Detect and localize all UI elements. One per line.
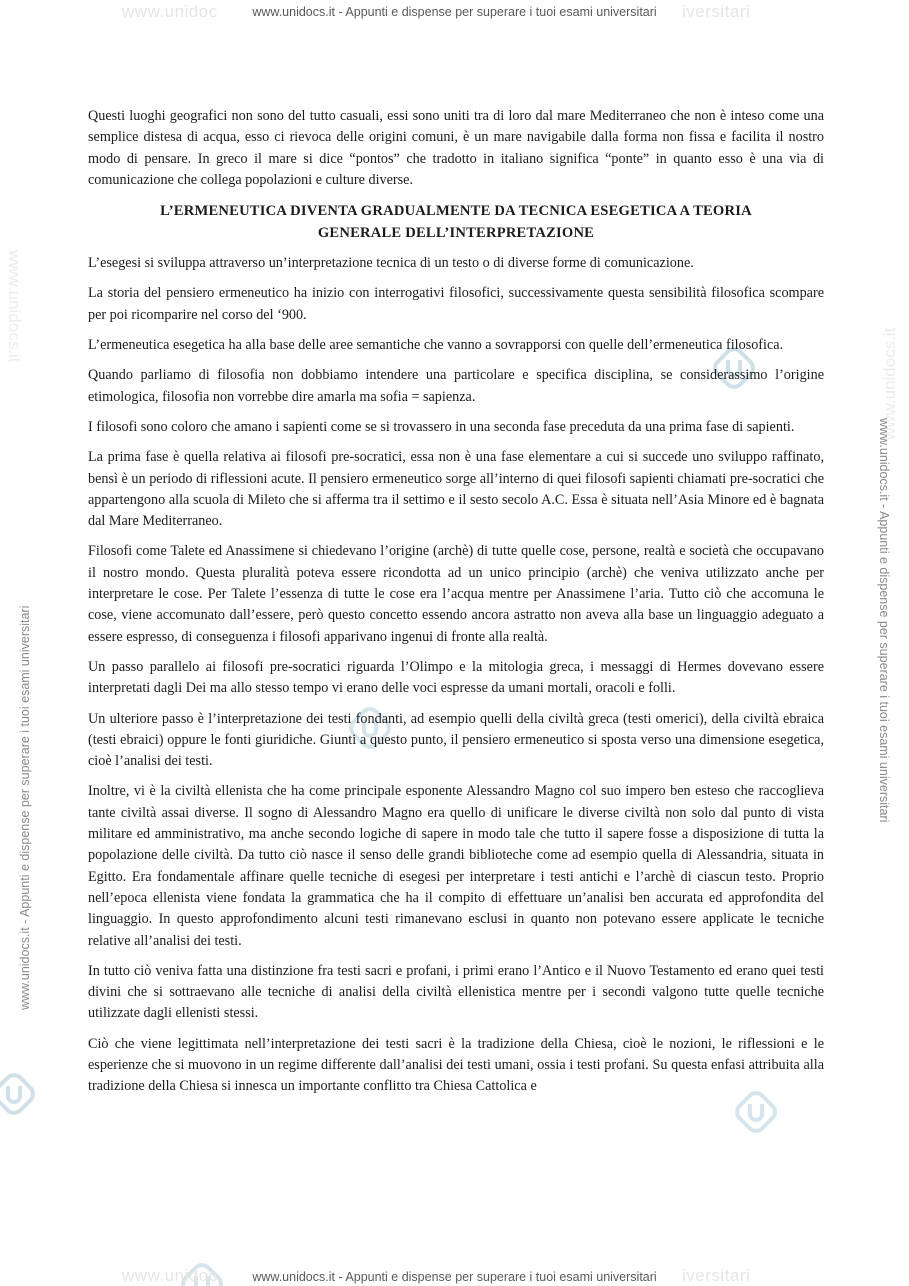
paragraph: La prima fase è quella relativa ai filosofi pre-socratici, essa non è una fase elementare a cui si succede uno sviluppo raffinato, bensì è un periodo di riflessioni acute. Il pensiero ermeneutico sorge all’interno di quei filosofi sapienti chiamati pre-socratici che appartengono alla scuola di Mileto che si afferma tra il settimo e il sesto secolo A.C. Essa è situata nell’Asia Minore ed è bagnata dal Mare Mediterraneo. <box>88 449 824 530</box>
section-heading-line-1: L’ERMENEUTICA DIVENTA GRADUALMENTE DA TECNICA ESEGETICA A TEORIA <box>160 203 752 220</box>
paragraph: L’esegesi si sviluppa attraverso un’interpretazione tecnica di un testo o di diverse forme di comunicazione. <box>88 255 694 272</box>
document-body <box>88 106 824 1107</box>
paragraph: Quando parliamo di filosofia non dobbiamo intendere una particolare e specifica disciplina, se considerassimo l’origine etimologica, filosofia non vorrebbe dire amarla ma sofia = sapienza. <box>88 367 824 405</box>
intro-paragraph: Questi luoghi geografici non sono del tutto casuali, essi sono uniti tra di loro dal mare Mediterraneo che non è inteso come una semplice distesa di acqua, esso ci rievoca delle origini comuni, è un mare navigabile dalla forma non fissa e facilita il nostro modo di pensare. In greco il mare si dice “pontos” che tradotto in italiano significa “ponte” in quanto esso è una via di comunicazione che collega popolazioni e culture diverse. <box>88 108 824 188</box>
watermark-ghost-right: iversitari <box>682 1266 751 1285</box>
paragraph: L’ermeneutica esegetica ha alla base delle aree semantiche che vanno a sovrapporsi con quelle dell’ermeneutica filosofica. <box>88 337 784 354</box>
watermark-side-ghost-right: www.unidocs.it <box>880 327 899 440</box>
paragraph: Inoltre, vi è la civiltà ellenista che ha come principale esponente Alessandro Magno col suo impero ben esteso che raccoglieva tante civiltà assai diverse. Il sogno di Alessandro Magno era quello di unificare le diverse civiltà non solo dal punto di vista militare ed amministrativo, ma anche secondo logiche di sapere in modo tale che tutto il sapere fosse a disposizione di tutta la popolazione delle civiltà. Da tutto ciò nasce il senso delle grandi biblioteche come ad esempio quella di Alessandria, situata in Egitto. Era fondamentale affinare quelle tecniche di esegesi per interpretare i testi antichi e l’archè di ciascun testo. Proprio nell’epoca ellenista viene fondata la grammatica che ha il compito di effettuare un’analisi ben accurata ed approfondita del linguaggio. In questo approfondimento alcuni testi rimanevano esclusi in quanto non potevano essere applicate le tecniche relative all’analisi dei testi. <box>88 783 824 949</box>
footer-banner[interactable]: www.unidocs.it - Appunti e dispense per superare i tuoi esami universitari <box>252 1270 657 1284</box>
watermark-ghost-left: www.unidoc <box>122 2 218 21</box>
paragraph: I filosofi sono coloro che amano i sapienti come se si trovassero in una seconda fase preceduta da una prima fase di sapienti. <box>88 418 795 435</box>
header-banner[interactable]: www.unidocs.it - Appunti e dispense per superare i tuoi esami universitari <box>252 5 657 19</box>
side-watermark-right: www.unidocs.it - Appunti e dispense per superare i tuoi esami universitari <box>877 418 891 823</box>
watermark-ghost-right: iversitari <box>682 2 751 21</box>
watermark-side-ghost-left: www.unidocs.it <box>5 250 24 363</box>
section-heading-line-2: GENERALE DELL’INTERPRETAZIONE <box>317 225 595 242</box>
section-heading <box>88 200 824 244</box>
unidocs-logo-icon <box>0 1072 36 1116</box>
paragraph: La storia del pensiero ermeneutico ha inizio con interrogativi filosofici, successivamente questa sensibilità filosofica scompare per poi ricomparire nel corso del ‘900. <box>88 285 824 323</box>
paragraph: Filosofi come Talete ed Anassimene si chiedevano l’origine (archè) di tutte quelle cose, persone, realtà e società che occupavano il nostro mondo. Questa pluralità poteva essere ricondotta ad un unico principio (archè) che veniva utilizzato anche per interpretare le cose. Per Talete l’essenza di tutte le cose era l’acqua mentre per Anassimene l’aria. Tutto ciò che accomuna le cose, viene accomunato dall’essere, però questo concetto essendo ancora astratto non aveva alla base un linguaggio adeguato a essere espresso, di conseguenza i filosofi apparivano ingenui di fronte alla realtà. <box>88 543 824 645</box>
paragraph: Un passo parallelo ai filosofi pre-socratici riguarda l’Olimpo e la mitologia greca, i messaggi di Hermes dovevano essere interpretati dagli Dei ma allo stesso tempo vi erano delle voci espresse da umani mortali, oracoli e folli. <box>88 658 824 697</box>
watermark-ghost-left: www.unidoc <box>122 1266 218 1285</box>
paragraph: Ciò che viene legittimata nell’interpretazione dei testi sacri è la tradizione della Chiesa, cioè le nozioni, le riflessioni e le esperienze che si muovono in un regime differente dall’analisi dei testi umani, ossia i testi profani. Su questa enfasi attribuita alla tradizione della Chiesa si innesca un importante conflitto tra Chiesa Cattolica e <box>88 1035 824 1095</box>
side-watermark-left: www.unidocs.it - Appunti e dispense per superare i tuoi esami universitari <box>18 605 32 1010</box>
paragraph: Un ulteriore passo è l’interpretazione dei testi fondanti, ad esempio quelli della civiltà greca (testi omerici), della civiltà ebraica (testi ebraici) oppure le fonti giuridiche. Giunti a questo punto, il pensiero ermeneutico si sposta verso una dimensione esegetica, cioè l’analisi dei testi. <box>88 710 824 770</box>
paragraph: In tutto ciò veniva fatta una distinzione fra testi sacri e profani, i primi erano l’Antico e il Nuovo Testamento ed erano quei testi divini che si sottraevano alle tecniche di analisi della civiltà ellenistica mentre per i secondi valgono tutte quelle tecniche utilizzate dagli ellenisti stessi. <box>88 962 824 1022</box>
